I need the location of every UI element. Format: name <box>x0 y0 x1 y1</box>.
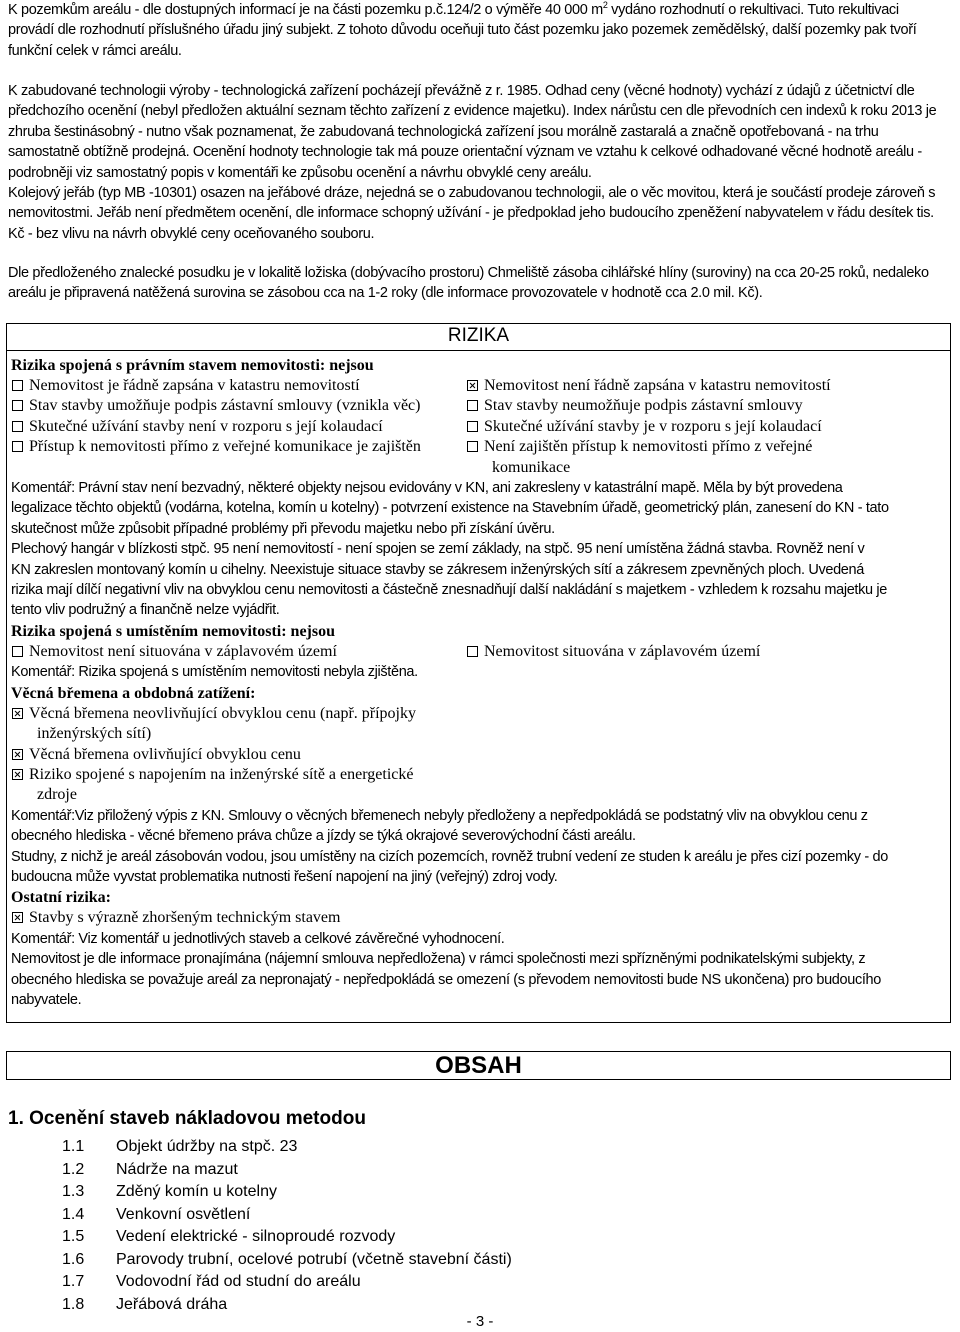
checkbox-empty-icon[interactable] <box>467 441 478 452</box>
burden-option-1-continued: inženýrských sítí) <box>37 725 152 743</box>
legal-option-right-4-continued: komunikace <box>492 458 571 476</box>
checkbox-checked-icon[interactable] <box>12 912 23 923</box>
checkbox-empty-icon[interactable] <box>12 441 23 452</box>
burden-option-3-continued: zdroje <box>37 786 77 804</box>
other-risks-comment: Komentář: Viz komentář u jednotlivých staveb a celkové závěrečné vyhodnocení. Nemovitost je dle informace pronajímána (nájemní smlouva nepředložena) v rámci společnosti mezi spřízněnými podnikatelskými subjekty, z obecného hlediska se považuje areál za nepronajatý - nepředpokládá se omezení (s převodem nemovitosti bude NS ukončena) pro budoucího nabyvatele. <box>11 930 881 1008</box>
location-option-right[interactable]: Nemovitost situována v záplavovém území <box>466 642 936 662</box>
toc-item[interactable]: 1.6 Parovody trubní, ocelové potrubí (včetně stavební části) <box>62 1250 512 1268</box>
location-risks-heading: Rizika spojená s umístěním nemovitosti: nejsou <box>11 622 336 640</box>
toc-item[interactable]: 1.4 Venkovní osvětlení <box>62 1205 251 1223</box>
toc-item[interactable]: 1.2 Nádrže na mazut <box>62 1160 238 1178</box>
checkbox-checked-icon[interactable] <box>467 380 478 391</box>
legal-option-left-2[interactable]: Stav stavby umožňuje podpis zástavní smlouvy (vznikla věc) <box>11 396 466 416</box>
rizika-box <box>6 323 951 1023</box>
burden-option-2[interactable]: Věcná břemena ovlivňující obvyklou cenu <box>11 745 946 765</box>
toc-item[interactable]: 1.1 Objekt údržby na stpč. 23 <box>62 1138 298 1155</box>
checkbox-empty-icon[interactable] <box>12 380 23 391</box>
burdens-options <box>11 704 946 806</box>
checkbox-empty-icon[interactable] <box>467 400 478 411</box>
legal-option-right-4[interactable]: Není zajištěn přístup k nemovitosti přímo z veřejné <box>466 437 936 457</box>
burdens-comment: Komentář:Viz přiložený výpis z KN. Smlouvy o věcných břemenech nebyly předloženy a nepředpokládá se podstatný vliv na obvyklou cenu z obecného hlediska - věcné břemeno práva chůze a jízdy se týká okrajové severovýchodní části areálu. Studny, z nichž je areál zásobován vodou, jsou umístěny na cizích pozemcích, rovněž trubní vedení ze studen k areálu je přes cizí pozemky - do budoucna může vyvstat problematika nutnosti řešení napojení na jiný (veřejný) zdroj vody. <box>11 807 888 885</box>
intro-paragraph-1: K pozemkům areálu - dle dostupných informací je na části pozemku p.č.124/2 o výměře 40 000 $m^2$ vydáno rozhodnutí o rekultivaci. Tuto rekultivaci provádí dle rozhodnutí příslušného úřadu jiný subjekt. Z tohoto důvodu oceňuji tuto část pozemku jako pozemek zemědělský, další pozemky pak tvoří funkční celek v rámci areálu. <box>8 0 917 59</box>
rizika-title: RIZIKA <box>447 325 510 346</box>
obsah-box <box>6 1051 951 1080</box>
checkbox-empty-icon[interactable] <box>467 421 478 432</box>
intro-paragraph-3: Dle předloženého znalecké posudku je v lokalitě ložiska (dobývacího prostoru) Chmeliště zásoba cihlářské hlíny (suroviny) na cca 20-25 roků, nedaleko areálu je připravená natěžená surovina se zásobou cca na 1-2 roky (dle informace provozovatele v hodnotě cca 2.0 mil. Kč). <box>8 265 929 302</box>
burden-option-3[interactable]: Riziko spojené s napojením na inženýrské sítě a energetické <box>11 765 946 785</box>
location-risks-options <box>11 642 946 662</box>
legal-option-left-1[interactable]: Nemovitost je řádně zapsána v katastru nemovitostí <box>11 376 466 396</box>
burdens-heading: Věcná břemena a obdobná zatížení: <box>11 684 256 702</box>
obsah-title: OBSAH <box>435 1052 522 1079</box>
legal-option-left-3[interactable]: Skutečné užívání stavby není v rozporu s její kolaudací <box>11 417 466 437</box>
legal-option-left-4[interactable]: Přístup k nemovitosti přímo z veřejné komunikace je zajištěn <box>11 437 466 457</box>
toc-item[interactable]: 1.3 Zděný komín u kotelny <box>62 1183 277 1200</box>
legal-risks-heading: Rizika spojená s právním stavem nemovitosti: nejsou <box>11 357 374 374</box>
location-option-left[interactable]: Nemovitost není situována v záplavovém území <box>11 642 466 662</box>
other-risk-option-1[interactable]: Stavby s výrazně zhoršeným technickým stavem <box>11 908 946 928</box>
legal-risks-comment: Komentář: Právní stav není bezvadný, některé objekty nejsou evidovány v KN, ani zakresleny v katastrální mapě. Měla by být provedena legalizace těchto objektů (vodárna, kotelna, komín u kotelny) - potvrzení existence na Stavebním úřadě, geometrický plán, zanesení do KN - tato skutečnost může způsobit případné problémy při převodu majetku nebo při získání úvěru. Plechový hangár v blízkosti stpč. 95 není nemovitostí - není spojen se zemí základy, na stpč. 95 není umístěna žádná stavba. Rovněž není v KN zakreslen montovaný komín u cihelny. Neexistuje situace stavby se zákresem inženýrských sítí a zákresem zpevněných ploch. Uvedená rizika mají dílčí negativní vliv na obvyklou cenu nemovitosti a částečně znesnadňují další nakládání s majetkem - vzhledem k rozsahu majetku je tento vliv podružný a finančně nelze vyjádřit. <box>11 480 889 619</box>
other-risks-heading: Ostatní rizika: <box>11 889 111 907</box>
toc-item[interactable]: 1.8 Jeřábová dráha <box>62 1295 228 1313</box>
toc-section-title: 1. Ocenění staveb nákladovou metodou <box>8 1108 366 1129</box>
legal-option-right-1[interactable]: Nemovitost není řádně zapsána v katastru nemovitostí <box>466 376 936 396</box>
checkbox-empty-icon[interactable] <box>467 646 478 657</box>
legal-option-right-2[interactable]: Stav stavby neumožňuje podpis zástavní smlouvy <box>466 396 936 416</box>
checkbox-empty-icon[interactable] <box>12 646 23 657</box>
toc-item[interactable]: 1.5 Vedení elektrické - silnoproudé rozvody <box>62 1228 396 1245</box>
checkbox-empty-icon[interactable] <box>12 421 23 432</box>
checkbox-checked-icon[interactable] <box>12 769 23 780</box>
burden-option-1[interactable]: Věcná břemena neovlivňující obvyklou cenu (např. přípojky <box>11 704 946 724</box>
legal-risks-options <box>11 376 946 478</box>
legal-option-right-3[interactable]: Skutečné užívání stavby je v rozporu s její kolaudací <box>466 417 936 437</box>
location-risks-comment: Komentář: Rizika spojená s umístěním nemovitosti nebyla zjištěna. <box>11 664 418 681</box>
checkbox-empty-icon[interactable] <box>12 400 23 411</box>
rizika-header <box>7 324 950 351</box>
intro-paragraph-2: K zabudované technologii výroby - technologická zařízení pocházejí převážně z r. 1985. Odhad ceny (věcné hodnoty) vychází z údajů z účetnictví dle předchozího ocenění (nebyl předložen aktuální seznam těchto zařízení z evidence majetku). Index nárůstu cen dle převodních cen indexů k roku 2013 je zhruba šestinásobný - nutno však poznamenat, že zabudovaná technologická zařízení jsou morálně zastaralá a značně opotřebovaná - na trhu samostatně obtížně prodejná. Ocenění hodnoty technologie tak má pouze orientační význam ve vztahu k celkové odhadované věcné hodnotě areálu - podrobněji viz samostatný popis v komentáři ke způsobu ocenění a návrhu obvyklé ceny areálu. Kolejový jeřáb (typ MB -10301) osazen na jeřábové dráze, nejedná se o zabudovanou technologii, ale o věc movitou, která je součástí prodeje zároveň s nemovitostmi. Jeřáb není předmětem ocenění, dle informace schopný užívání - je předpoklad jeho budoucího zpeněžení nabyvatelem v řádu desítek tis. Kč - bez vlivu na návrh obvyklé ceny oceňovaného souboru. <box>8 83 937 242</box>
checkbox-checked-icon[interactable] <box>12 708 23 719</box>
toc-item[interactable]: 1.7 Vodovodní řád od studní do areálu <box>62 1273 361 1290</box>
table-of-contents <box>62 1136 512 1316</box>
checkbox-checked-icon[interactable] <box>12 749 23 760</box>
page-number: - 3 - <box>466 1313 494 1330</box>
